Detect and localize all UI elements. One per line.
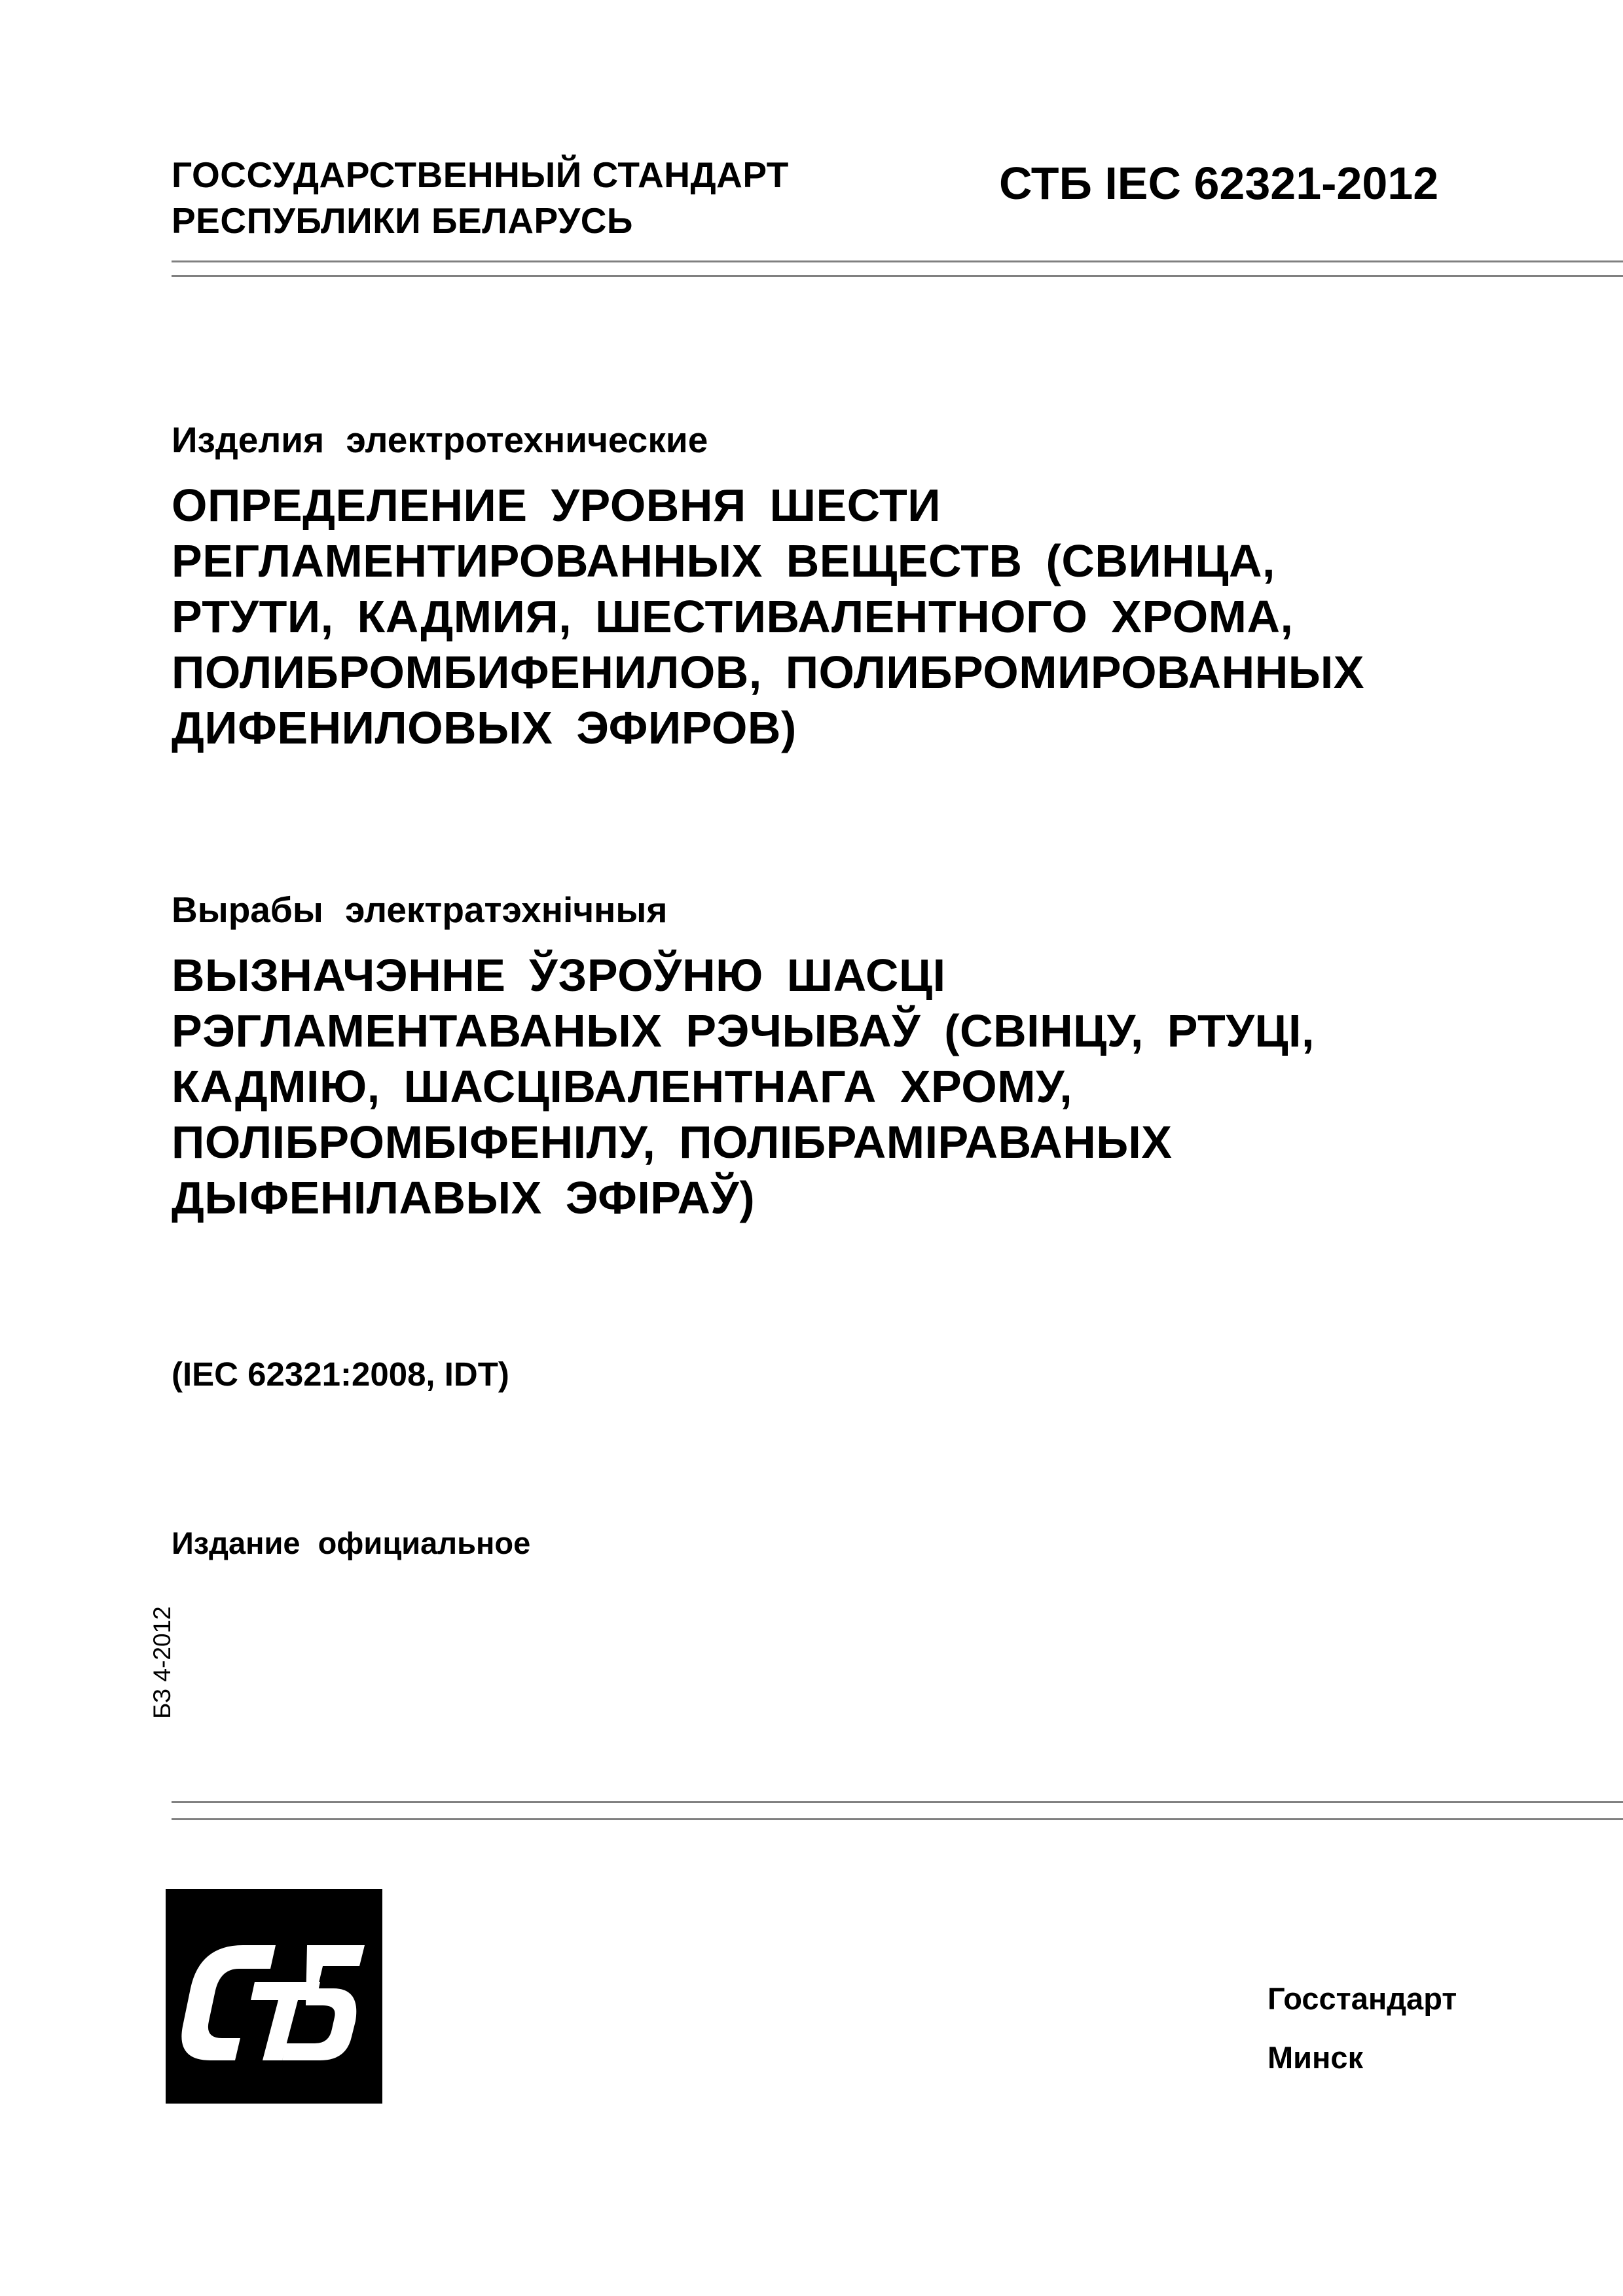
publisher-name: Госстандарт: [1267, 1981, 1457, 2016]
catalog-code: БЗ 4-2012: [149, 1606, 175, 1719]
header-org-line-1: ГОССУДАРСТВЕННЫЙ СТАНДАРТ: [172, 154, 789, 195]
header-divider-top: [172, 260, 1623, 262]
header-organization: [172, 152, 789, 243]
russian-title-line: ПОЛИБРОМБИФЕНИЛОВ, ПОЛИБРОМИРОВАННЫХ: [172, 647, 1364, 698]
belarusian-title-line: ДЫФЕНІЛАВЫХ ЭФІРАЎ): [172, 1172, 756, 1223]
russian-subtitle: Изделия электротехнические: [172, 420, 708, 460]
standard-designation: СТБ IEC 62321-2012: [999, 158, 1439, 209]
footer-divider-bottom: [172, 1818, 1623, 1820]
belarusian-title-line: ПОЛІБРОМБІФЕНІЛУ, ПОЛІБРАМІРАВАНЫХ: [172, 1117, 1173, 1168]
russian-title-line: РЕГЛАМЕНТИРОВАННЫХ ВЕЩЕСТВ (СВИНЦА,: [172, 535, 1275, 586]
header-org-line-2: РЕСПУБЛИКИ БЕЛАРУСЬ: [172, 200, 633, 241]
belarusian-title-line: ВЫЗНАЧЭННЕ ЎЗРОЎНЮ ШАСЦІ: [172, 950, 946, 1001]
footer-divider-top: [172, 1801, 1623, 1803]
belarusian-subtitle: Вырабы электратэхнічныя: [172, 889, 668, 930]
russian-title-line: ДИФЕНИЛОВЫХ ЭФИРОВ): [172, 702, 797, 753]
edition-label: Издание официальное: [172, 1526, 531, 1560]
publisher-city: Минск: [1267, 2040, 1364, 2075]
stb-logo-icon: [166, 1889, 382, 2104]
belarusian-title-line: КАДМІЮ, ШАСЦІВАЛЕНТНАГА ХРОМУ,: [172, 1061, 1073, 1112]
russian-title-line: РТУТИ, КАДМИЯ, ШЕСТИВАЛЕНТНОГО ХРОМА,: [172, 591, 1294, 642]
belarusian-title-line: РЭГЛАМЕНТАВАНЫХ РЭЧЫВАЎ (СВІНЦУ, РТУЦІ,: [172, 1005, 1315, 1056]
belarusian-title: [172, 948, 1315, 1226]
russian-title-line: ОПРЕДЕЛЕНИЕ УРОВНЯ ШЕСТИ: [172, 480, 941, 531]
international-reference: (IEC 62321:2008, IDT): [172, 1355, 509, 1393]
russian-title: [172, 478, 1364, 756]
header-divider-bottom: [172, 275, 1623, 277]
